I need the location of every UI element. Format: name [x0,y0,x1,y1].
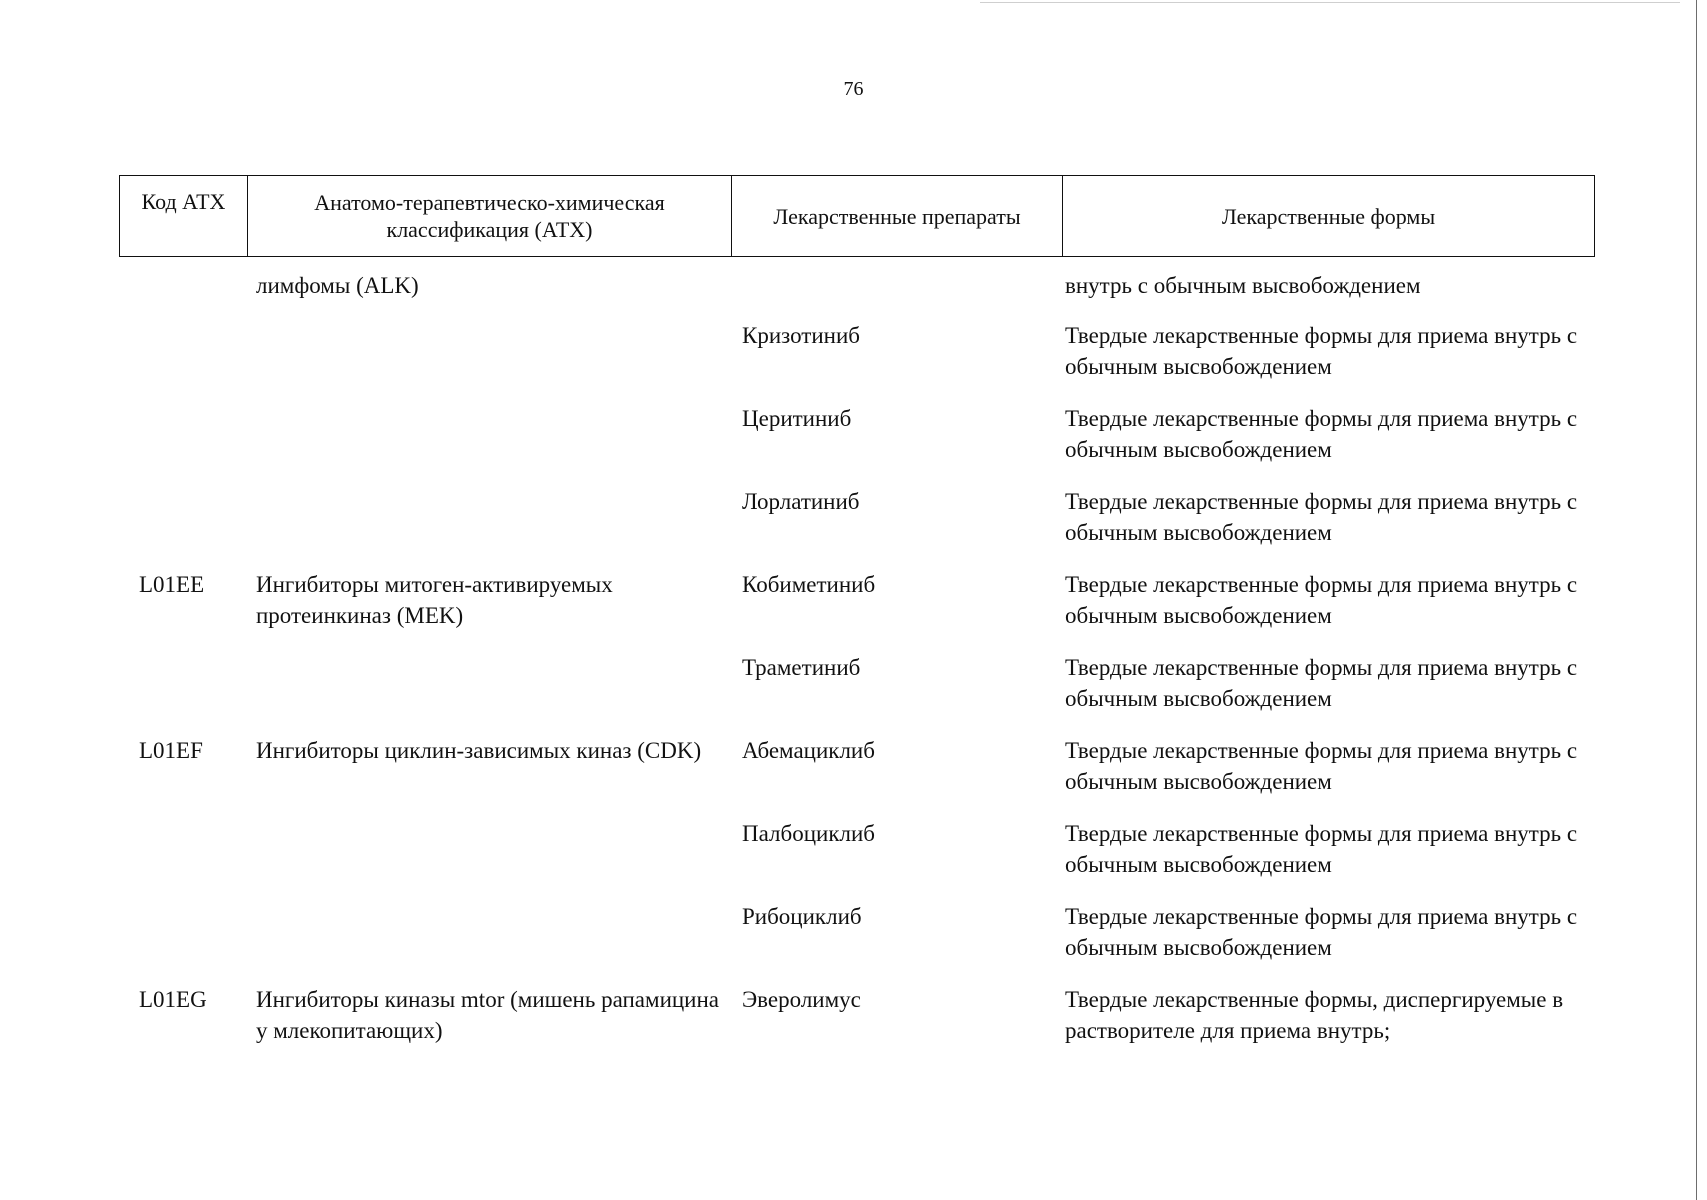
header-drugs: Лекарственные препараты [731,176,1062,256]
dosage-form: Твердые лекарственные формы для приема внутрь с обычным высвобождением [1065,738,1578,794]
table-row [119,320,1595,382]
atc-code: L01EG [139,987,207,1012]
dosage-form: Твердые лекарственные формы для приема внутрь с обычным высвобождением [1065,489,1578,545]
drug-name: Кризотиниб [742,323,860,348]
dosage-form: Твердые лекарственные формы, диспергируемые в растворителе для приема внутрь; [1065,987,1564,1043]
dosage-form: Твердые лекарственные формы для приема внутрь с обычным высвобождением [1065,821,1578,877]
drug-name: Церитиниб [742,406,852,431]
table-row [119,403,1595,465]
atc-code [119,320,246,382]
table-row [119,652,1595,714]
atc-code [119,270,246,301]
atc-code: L01EF [139,738,203,763]
atc-code [119,403,246,465]
atc-classification [246,652,730,714]
table-row [119,984,1595,1046]
drug-name: Лорлатиниб [742,489,860,514]
table-row [119,901,1595,963]
dosage-form: Твердые лекарственные формы для приема внутрь с обычным высвобождением [1065,655,1578,711]
atc-classification: Ингибиторы циклин-зависимых киназ (CDK) [256,738,702,763]
scan-edge-right [1696,0,1697,1200]
drug-name: Эверолимус [742,987,861,1012]
atc-classification: Ингибиторы митоген-активируемых протеинкиназ (MEK) [256,572,613,628]
drug-name: Кобиметиниб [742,572,876,597]
table-row [119,735,1595,797]
page-number: 76 [843,78,864,100]
atc-classification [246,901,730,963]
atc-code: L01EE [139,572,205,597]
atc-classification [246,403,730,465]
atc-code [119,901,246,963]
table-row [119,270,1595,301]
drug-name: Траметиниб [742,655,861,680]
header-classification: Анатомо-терапевтическо-химическая классификация (АТХ) [247,176,731,256]
table-row [119,818,1595,880]
atc-classification [246,486,730,548]
dosage-form: Твердые лекарственные формы для приема внутрь с обычным высвобождением [1065,323,1578,379]
atc-code [119,652,246,714]
atc-code [119,818,246,880]
atc-code [119,486,246,548]
header-code: Код АТХ [141,189,226,214]
dosage-form: внутрь с обычным высвобождением [1065,273,1421,298]
header-forms: Лекарственные формы [1062,176,1594,256]
atc-classification [246,320,730,382]
drug-name [730,270,1061,301]
dosage-form: Твердые лекарственные формы для приема внутрь с обычным высвобождением [1065,406,1578,462]
atc-classification: Ингибиторы киназы mtor (мишень рапамицина у млекопитающих) [256,987,720,1043]
table-body [119,270,1595,1046]
table-row [119,486,1595,548]
drug-name: Абемациклиб [742,738,875,763]
atc-classification: лимфомы (ALK) [256,273,419,298]
dosage-form: Твердые лекарственные формы для приема внутрь с обычным высвобождением [1065,904,1578,960]
table-row [119,569,1595,631]
table-header [119,175,1595,257]
atc-classification [246,818,730,880]
drug-name: Палбоциклиб [742,821,875,846]
drug-name: Рибоциклиб [742,904,862,929]
dosage-form: Твердые лекарственные формы для приема внутрь с обычным высвобождением [1065,572,1578,628]
scan-edge-top [980,2,1680,3]
